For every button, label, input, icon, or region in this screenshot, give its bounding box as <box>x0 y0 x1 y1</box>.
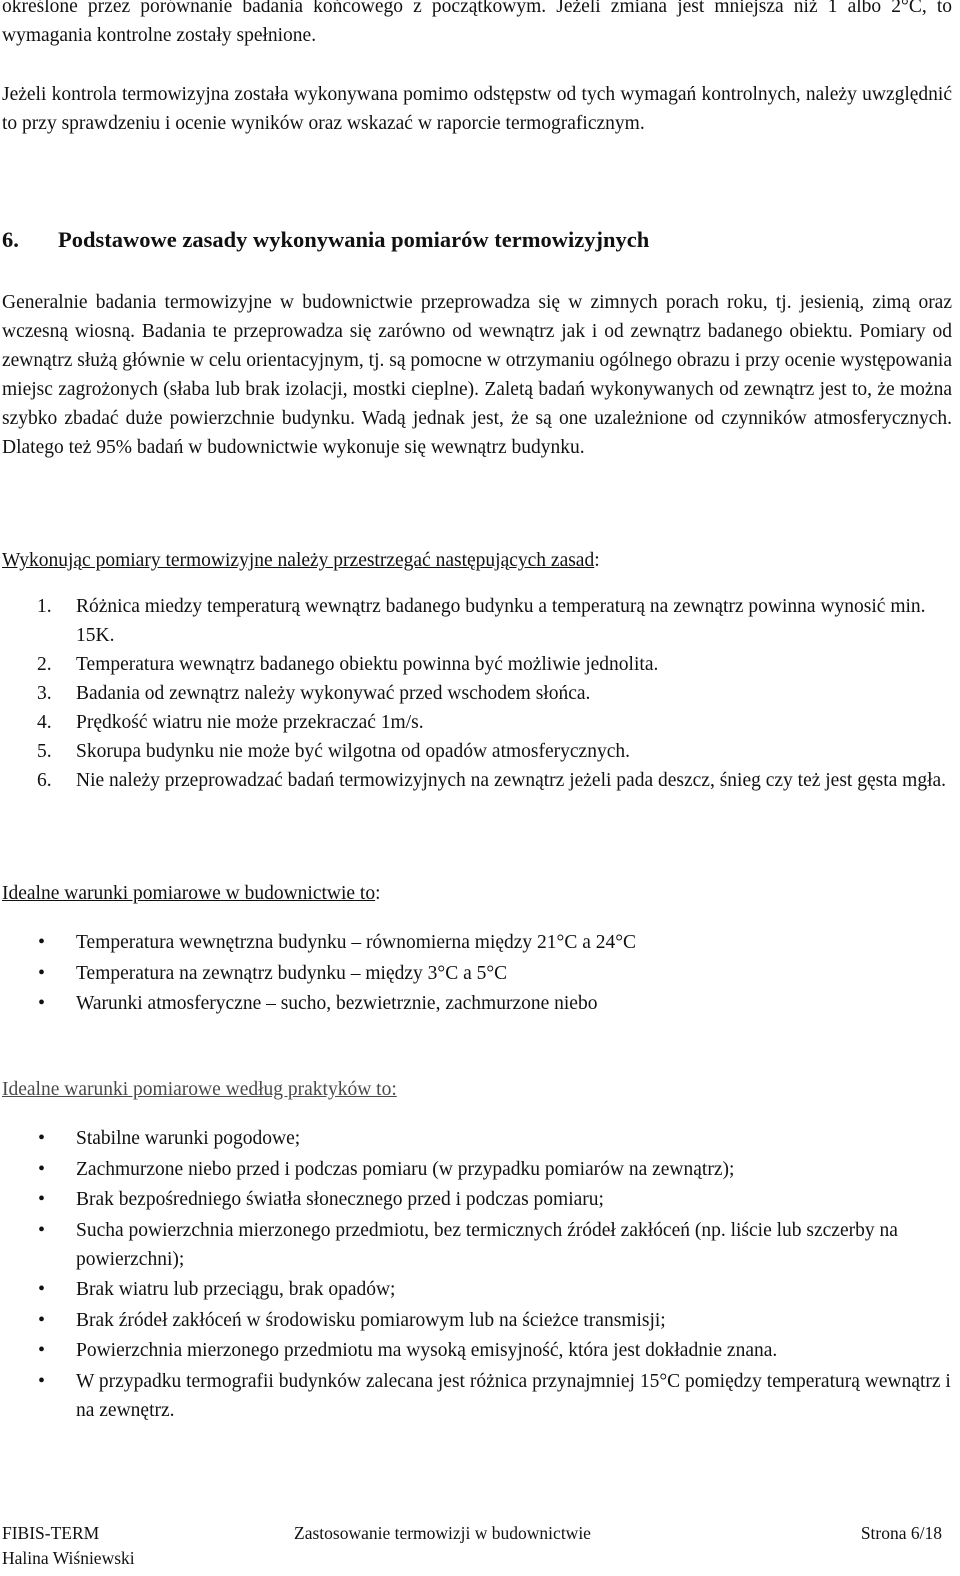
list-item <box>0 1216 952 1274</box>
list-item-text: W przypadku termografii budynków zalecana jest różnica przynajmniej 15°C pomiędzy temperaturą wewnątrz i na zewnętrz. <box>76 1370 951 1421</box>
list-item <box>0 679 952 708</box>
list-item-number: 5. <box>37 741 52 762</box>
bullet-icon: • <box>38 1339 46 1361</box>
list-item-number: 4. <box>37 712 52 733</box>
footer-page-number: Strona 6/18 <box>860 1523 942 1543</box>
list-item <box>0 766 952 795</box>
list-item <box>0 1155 952 1184</box>
list-item-text: Zachmurzone niebo przed i podczas pomiaru (w przypadku pomiarów na zewnątrz); <box>76 1158 735 1180</box>
list-item-text: Badania od zewnątrz należy wykonywać przed wschodem słońca. <box>76 683 591 704</box>
list-item-text: Temperatura wewnętrzna budynku – równomierna między 21°C a 24°C <box>76 932 637 953</box>
section-body: Generalnie badania termowizyjne w budownictwie przeprowadza się w zimnych porach roku, tj. jesienią, zimą oraz wczesną wiosną. Badania te przeprowadza się zarówno od wewnątrz jak i od zewnątrz badanego obiektu. Pomiary od zewnątrz służą głównie w celu orientacyjnym, tj. są pomocne w otrzymaniu ogólnego obrazu i przy ocenie występowania miejsc zagrożonych (słaba lub brak izolacji, mostki cieplne). Zaletą badań wykonywanych od zewnątrz jest to, że można szybko zbadać duże powierzchnie budynku. Wadą jednak jest, że są one uzależnione od czynników atmosferycznych. Dlatego też 95% badań w budownictwie wykonuje się wewnątrz budynku. <box>2 292 952 458</box>
rules-title-suffix: : <box>594 550 600 571</box>
list-item-text: Skorupa budynku nie może być wilgotna od opadów atmosferycznych. <box>76 741 630 762</box>
ideal-construction-title <box>2 879 381 908</box>
ideal-practitioners-list <box>0 1124 952 1426</box>
list-item-text: Brak wiatru lub przeciągu, brak opadów; <box>76 1279 396 1300</box>
footer-org: FIBIS-TERM <box>2 1523 100 1543</box>
list-item <box>0 650 952 679</box>
list-item <box>0 592 952 650</box>
list-item <box>0 1336 952 1365</box>
bullet-icon: • <box>38 1369 46 1392</box>
list-item <box>0 989 952 1018</box>
list-item-text: Różnica miedzy temperaturą wewnątrz badanego budynku a temperaturą na zewnątrz powinna wynosić min. 15K. <box>76 596 926 646</box>
footer-author: Halina Wiśniewski <box>2 1548 135 1568</box>
list-item-text: Sucha powierzchnia mierzonego przedmiotu, bez termicznych źródeł zakłóceń (np. liście lub szczerby na powierzchni); <box>76 1219 898 1270</box>
list-item <box>0 1185 952 1214</box>
bullet-icon: • <box>38 1127 46 1149</box>
list-item-text: Temperatura wewnątrz badanego obiektu powinna być możliwie jednolita. <box>76 654 659 675</box>
ideal-practitioners-title <box>2 1075 397 1104</box>
bullet-icon: • <box>38 1188 46 1210</box>
list-item-text: Prędkość wiatru nie może przekraczać 1m/s. <box>76 712 424 733</box>
footer-document-title: Zastosowanie termowizji w budownictwie <box>294 1523 591 1543</box>
bullet-icon: • <box>38 1278 46 1300</box>
list-item-text: Warunki atmosferyczne – sucho, bezwietrznie, zachmurzone niebo <box>76 993 598 1014</box>
rules-title <box>2 546 600 575</box>
bullet-icon: • <box>38 961 46 984</box>
ideal-construction-title-suffix: : <box>375 883 381 904</box>
list-item-number: 3. <box>37 683 52 704</box>
list-item <box>0 928 952 957</box>
list-item <box>0 1367 952 1425</box>
page-footer <box>2 1520 942 1546</box>
section-heading <box>2 224 649 256</box>
list-item-number: 2. <box>37 654 52 675</box>
list-item-text: Temperatura na zewnątrz budynku – między 3°C a 5°C <box>76 962 508 984</box>
list-item <box>0 1124 952 1153</box>
intro-paragraph-1: określone przez porównanie badania końcowego z początkowym. Jeżeli zmiana jest mniejsza niż 1 albo 2°C, to wymagania kontrolne zostały spełnione. <box>2 0 952 46</box>
rules-list <box>0 592 952 795</box>
list-item <box>0 1306 952 1335</box>
bullet-icon: • <box>38 1218 46 1241</box>
section-number: 6. <box>2 227 19 252</box>
list-item-text: Powierzchnia mierzonego przedmiotu ma wysoką emisyjność, która jest dokładnie znana. <box>76 1340 778 1361</box>
list-item <box>0 959 952 988</box>
section-title: Podstawowe zasady wykonywania pomiarów termowizyjnych <box>58 227 650 252</box>
bullet-icon: • <box>38 992 46 1014</box>
rules-title-text: Wykonując pomiary termowizyjne należy przestrzegać następujących zasad <box>2 550 595 571</box>
bullet-icon: • <box>38 931 46 953</box>
list-item-number: 1. <box>37 596 52 617</box>
bullet-icon: • <box>38 1157 46 1180</box>
list-item-text: Brak bezpośredniego światła słonecznego przed i podczas pomiaru; <box>76 1189 604 1210</box>
list-item-text: Stabilne warunki pogodowe; <box>76 1128 301 1149</box>
bullet-icon: • <box>38 1308 46 1331</box>
list-item <box>0 1275 952 1304</box>
list-item-text: Brak źródeł zakłóceń w środowisku pomiarowym lub na ścieżce transmisji; <box>76 1309 666 1331</box>
list-item-text: Nie należy przeprowadzać badań termowizyjnych na zewnątrz jeżeli pada deszcz, śnieg czy też jest gęsta mgła. <box>76 770 947 791</box>
ideal-practitioners-title-text: Idealne warunki pomiarowe według praktyków to: <box>2 1079 397 1100</box>
ideal-construction-title-text: Idealne warunki pomiarowe w budownictwie to <box>2 883 376 904</box>
list-item-number: 6. <box>37 770 52 791</box>
page-footer-author-row <box>2 1545 942 1571</box>
ideal-construction-list <box>0 928 952 1020</box>
list-item <box>0 708 952 737</box>
list-item <box>0 737 952 766</box>
intro-paragraph-2: Jeżeli kontrola termowizyjna została wykonywana pomimo odstępstw od tych wymagań kontrolnych, należy uwzględnić to przy sprawdzeniu i ocenie wyników oraz wskazać w raporcie termograficznym. <box>2 84 952 134</box>
